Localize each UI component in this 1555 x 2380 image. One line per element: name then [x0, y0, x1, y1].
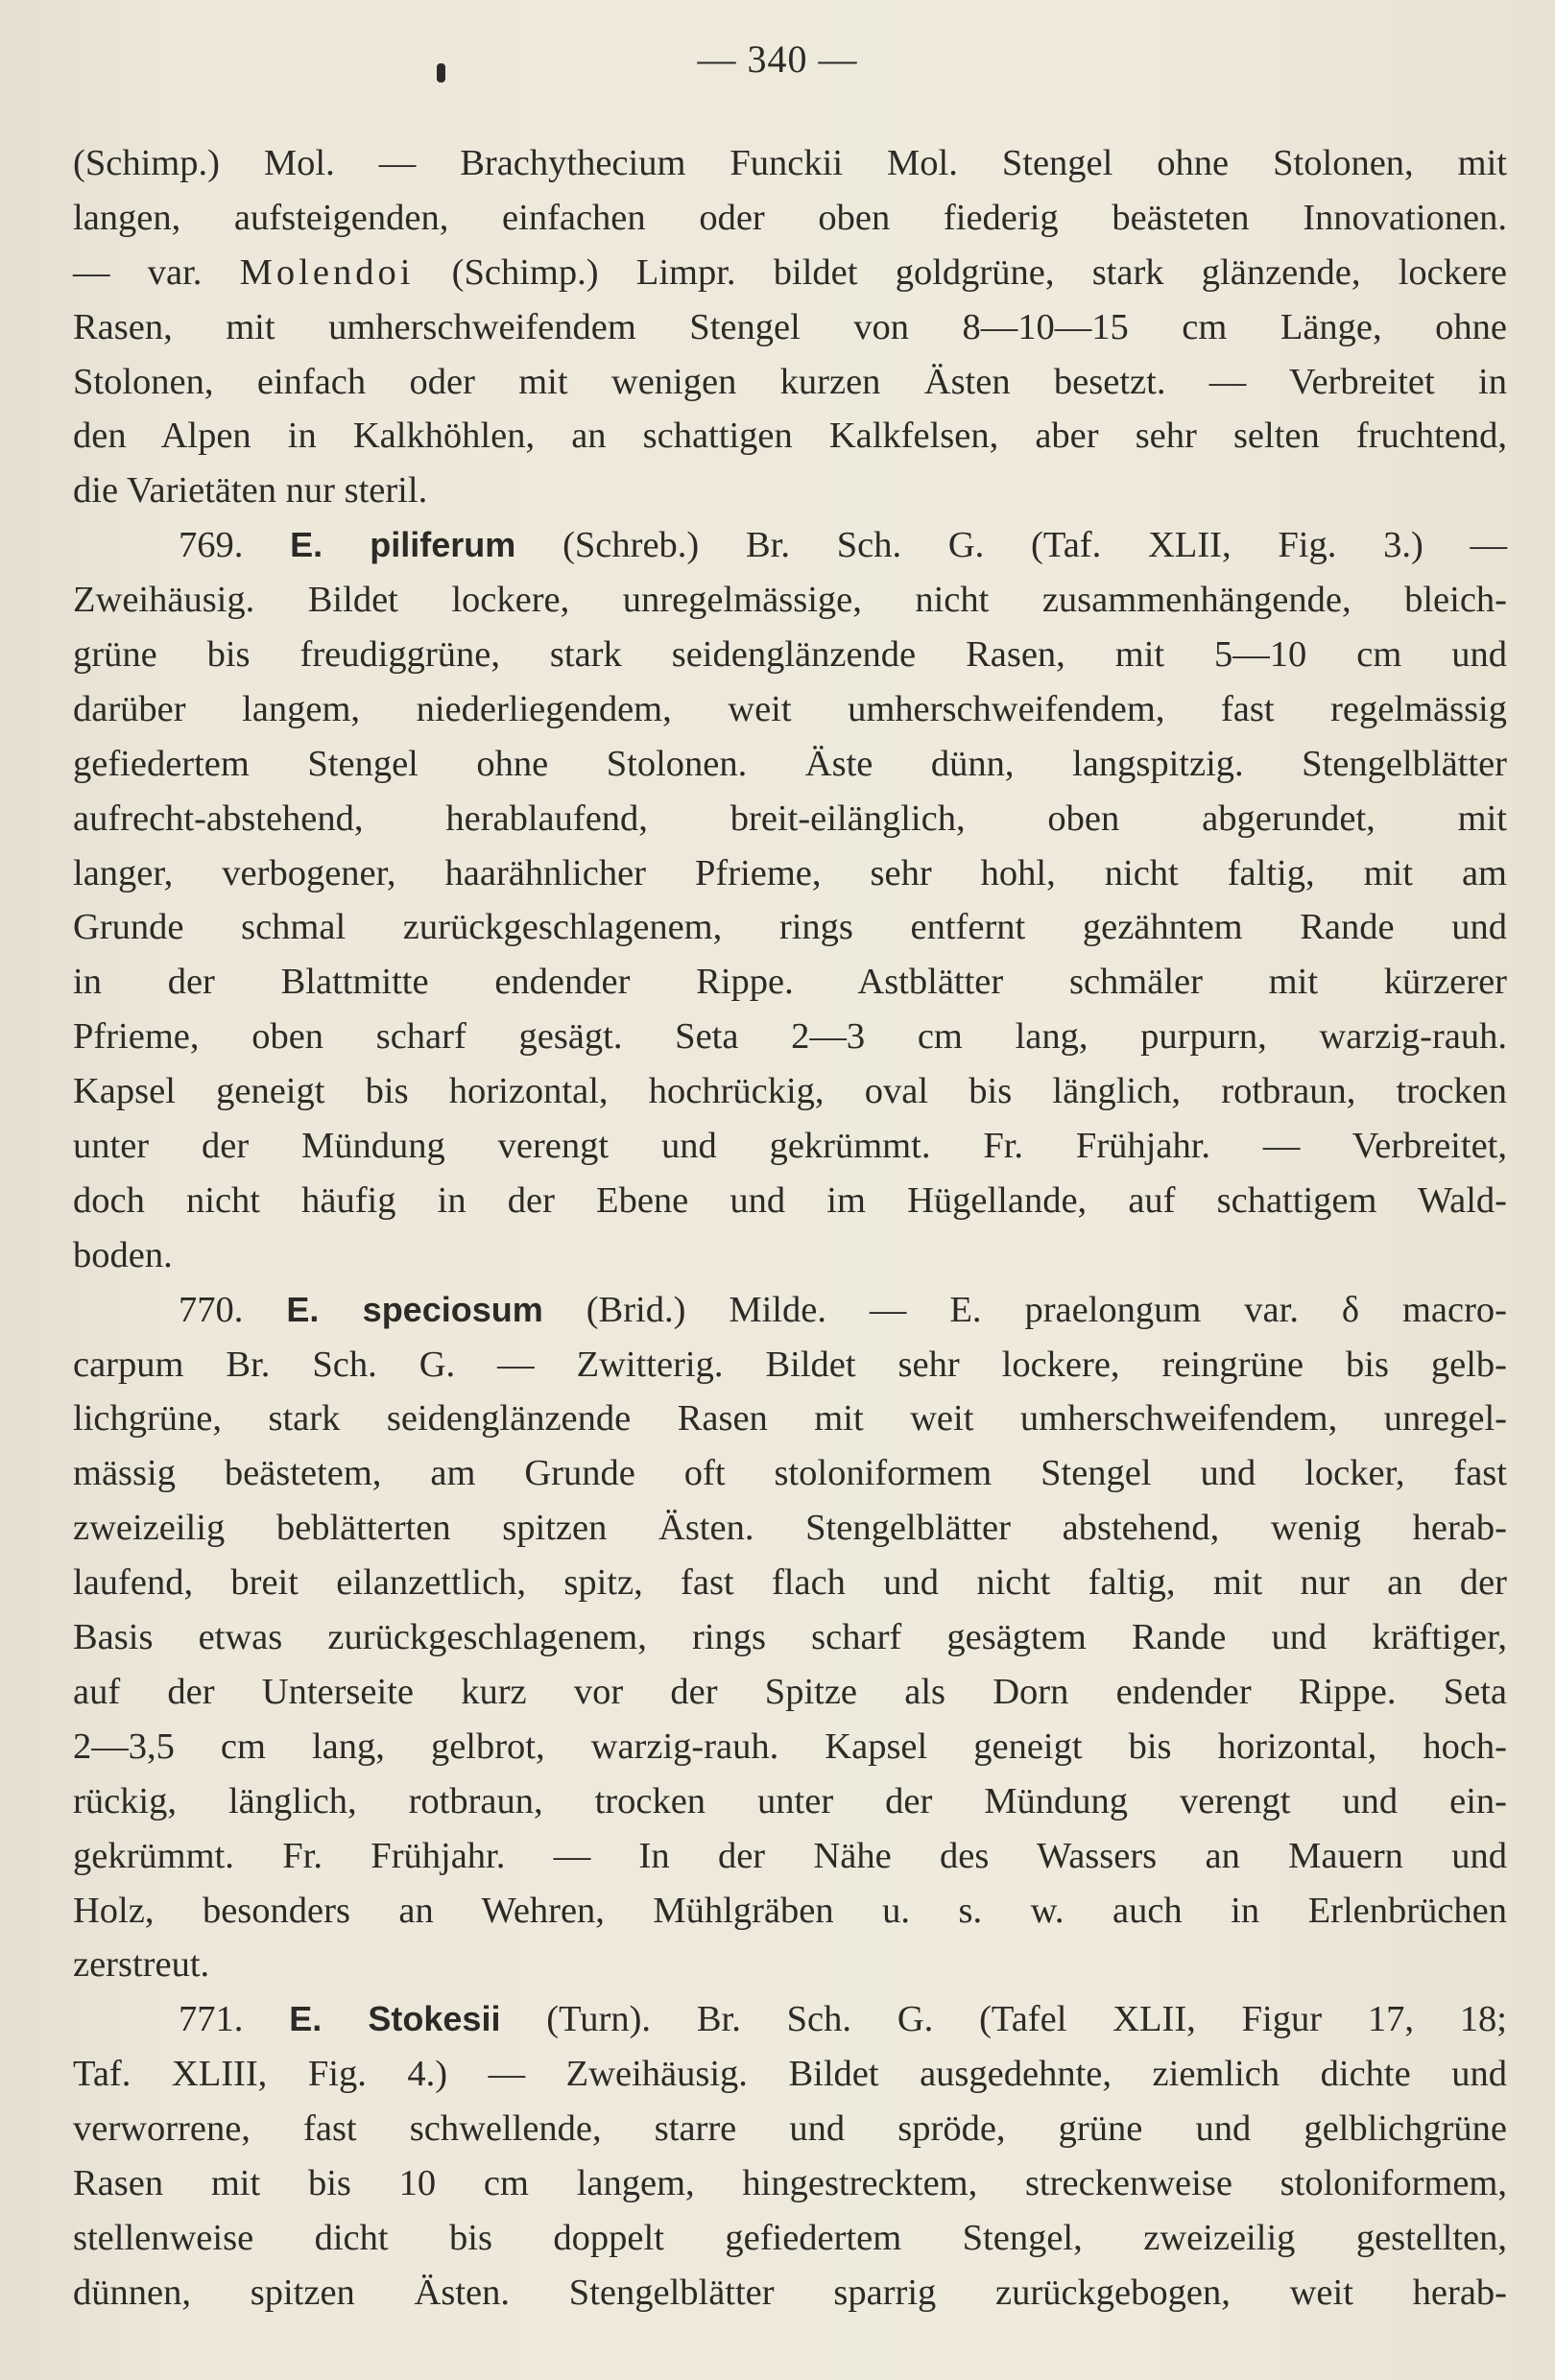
text-line: gekrümmt. Fr. Frühjahr. — In der Nähe des Wassers an Mauern und — [73, 1835, 1507, 1876]
text-line: — var. Molendoi (Schimp.) Limpr. bildet goldgrüne, stark glänzende, lockere — [73, 251, 1507, 293]
entry-769-heading: 769. E. piliferum (Schreb.) Br. Sch. G. (Taf. XLII, Fig. 3.) — — [179, 525, 1508, 566]
species-name: E. piliferum — [290, 525, 516, 565]
text-line: Grunde schmal zurückgeschlagenem, rings entfernt gezähntem Rande und — [73, 907, 1507, 948]
text-line: verworrene, fast schwellende, starre und spröde, grüne und gelblichgrüne — [73, 2108, 1507, 2150]
text-line: Rasen, mit umherschweifendem Stengel von 8—10—15 cm Länge, ohne — [73, 306, 1507, 347]
text-line: langer, verbogener, haarähnlicher Pfrieme, sehr hohl, nicht faltig, mit am — [73, 852, 1507, 893]
text-line: rückig, länglich, rotbraun, trocken unter der Mündung verengt und ein- — [73, 1780, 1507, 1821]
page-number: — 340 — — [697, 37, 858, 81]
text-line: die Varietäten nur steril. — [73, 470, 428, 512]
text-line: 2—3,5 cm lang, gelbrot, warzig-rauh. Kapsel geneigt bis horizontal, hoch- — [73, 1726, 1507, 1767]
text-line: Rasen mit bis 10 cm langem, hingestrecktem, streckenweise stoloniformem, — [73, 2162, 1507, 2203]
text-line: doch nicht häufig in der Ebene und im Hügellande, auf schattigem Wald- — [73, 1179, 1507, 1221]
text-line: Stolonen, einfach oder mit wenigen kurzen Ästen besetzt. — Verbreitet in — [73, 361, 1507, 402]
species-name: E. speciosum — [286, 1289, 543, 1329]
entry-770-heading: 770. E. speciosum (Brid.) Milde. — E. praelongum var. δ macro- — [179, 1289, 1507, 1330]
text-line: auf der Unterseite kurz vor der Spitze als Dorn endender Rippe. Seta — [73, 1671, 1507, 1712]
text-line: langen, aufsteigenden, einfachen oder oben fiederig beästeten Innovationen. — [73, 197, 1507, 238]
text-line: darüber langem, niederliegendem, weit umherschweifendem, fast regelmässig — [73, 688, 1507, 729]
text-line: Pfrieme, oben scharf gesägt. Seta 2—3 cm lang, purpurn, warzig-rauh. — [73, 1016, 1507, 1058]
text-line: boden. — [73, 1234, 173, 1275]
body-text — [73, 136, 1507, 2320]
text-line: (Schimp.) Mol. — Brachythecium Funckii Mol. Stengel ohne Stolonen, mit — [73, 143, 1507, 183]
text-line: laufend, breit eilanzettlich, spitz, fast flach und nicht faltig, mit nur an der — [73, 1562, 1507, 1604]
text-line: in der Blattmitte endender Rippe. Astblätter schmäler mit kürzerer — [73, 962, 1507, 1003]
text-line: den Alpen in Kalkhöhlen, an schattigen Kalkfelsen, aber sehr selten fruchtend, — [73, 416, 1507, 457]
author-name: Molendoi — [239, 251, 415, 293]
text-line: Taf. XLIII, Fig. 4.) — Zweihäusig. Bildet ausgedehnte, ziemlich dichte und — [73, 2054, 1507, 2095]
text-line: dünnen, spitzen Ästen. Stengelblätter sparrig zurückgebogen, weit herab- — [73, 2272, 1507, 2313]
text-line: Zweihäusig. Bildet lockere, unregelmässige, nicht zusammenhängende, bleich- — [73, 580, 1507, 621]
text-line: Holz, besonders an Wehren, Mühlgräben u. s. w. auch in Erlenbrüchen — [73, 1890, 1507, 1931]
entry-771-heading: 771. E. Stokesii (Turn). Br. Sch. G. (Tafel XLII, Figur 17, 18; — [179, 1999, 1507, 2040]
species-name: E. Stokesii — [289, 1999, 501, 2039]
text-line: gefiedertem Stengel ohne Stolonen. Äste dünn, langspitzig. Stengelblätter — [73, 743, 1507, 784]
text-line: mässig beästetem, am Grunde oft stoloniformem Stengel und locker, fast — [73, 1453, 1507, 1494]
text-line: zweizeilig beblätterten spitzen Ästen. Stengelblätter abstehend, wenig herab- — [73, 1508, 1507, 1549]
text-line: Basis etwas zurückgeschlagenem, rings scharf gesägtem Rande und kräftiger, — [73, 1617, 1507, 1658]
text-line: stellenweise dicht bis doppelt gefiedertem Stengel, zweizeilig gestellten, — [73, 2217, 1507, 2258]
text-line: lichgrüne, stark seidenglänzende Rasen mit weit umherschweifendem, unregel- — [73, 1398, 1507, 1440]
text-line: carpum Br. Sch. G. — Zwitterig. Bildet sehr lockere, reingrüne bis gelb- — [73, 1344, 1507, 1385]
text-line: unter der Mündung verengt und gekrümmt. Fr. Frühjahr. — Verbreitet, — [73, 1126, 1507, 1167]
text-line: aufrecht-abstehend, herablaufend, breit-eilänglich, oben abgerundet, mit — [73, 797, 1507, 839]
text-line: zerstreut. — [73, 1944, 210, 1986]
text-line: grüne bis freudiggrüne, stark seidenglänzende Rasen, mit 5—10 cm und — [73, 634, 1507, 676]
text-line: Kapsel geneigt bis horizontal, hochrückig, oval bis länglich, rotbraun, trocken — [73, 1071, 1507, 1112]
